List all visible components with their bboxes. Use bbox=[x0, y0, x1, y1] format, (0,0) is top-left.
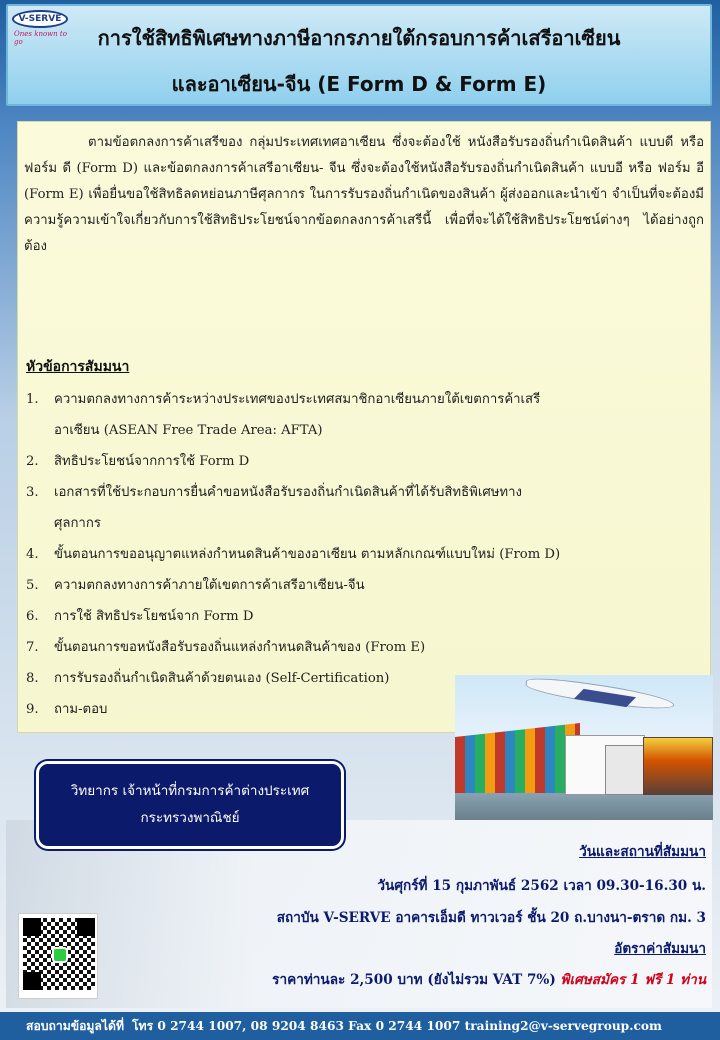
fee-price: ราคาท่านละ 2,500 บาท (ยังไม่รวม VAT 7%) bbox=[272, 972, 556, 988]
logistics-photo bbox=[455, 675, 713, 820]
topic-item bbox=[26, 601, 676, 632]
event-venue: สถาบัน V-SERVE อาคารเอ็มดี ทาวเวอร์ ชั้น 20 ถ.บางนา-ตราด กม. 3 bbox=[276, 910, 706, 926]
fee-heading: อัตราค่าสัมมนา bbox=[614, 941, 706, 957]
truck-cab-image bbox=[605, 745, 645, 795]
topic-number: 1. bbox=[26, 392, 39, 407]
topic-item bbox=[26, 539, 676, 570]
topics-list bbox=[26, 384, 676, 725]
contact-details[interactable]: โทร 0 2744 1007, 08 9204 8463 Fax 0 2744 1007 training2@v-servegroup.com bbox=[131, 1018, 662, 1033]
topic-text: ขั้นตอนการขออนุญาตแหล่งกำหนดสินค้าของอาเซียน ตามหลักเกณฑ์แบบใหม่ (From D) bbox=[54, 547, 561, 562]
line-app-icon bbox=[52, 947, 68, 963]
topic-text: ความตกลงทางการค้าระหว่างประเทศของประเทศสมาชิกอาเซียนภายใต้เขตการค้าเสรี bbox=[54, 392, 541, 407]
topic-number: 7. bbox=[26, 640, 39, 655]
topic-text-line2: ศุลกากร bbox=[54, 516, 101, 531]
content-panel bbox=[17, 121, 711, 733]
speaker-line1: วิทยากร เจ้าหน้าที่กรมการค้าต่างประเทศ bbox=[70, 783, 310, 799]
topic-number: 4. bbox=[26, 547, 39, 562]
speaker-line2: กระทรวงพาณิชย์ bbox=[140, 810, 240, 826]
event-date: วันศุกร์ที่ 15 กุมภาพันธ์ 2562 เวลา 09.30-16.30 น. bbox=[377, 878, 706, 894]
topic-text: การใช้ สิทธิประโยชน์จาก Form D bbox=[54, 609, 254, 624]
topic-item bbox=[26, 446, 676, 477]
train-image bbox=[643, 737, 713, 795]
topic-number: 3. bbox=[26, 485, 39, 500]
contact-footer bbox=[0, 1012, 720, 1040]
topic-text: การรับรองถิ่นกำเนิดสินค้าด้วยตนเอง (Self-Certification) bbox=[54, 671, 390, 686]
container-ship-image bbox=[455, 723, 580, 793]
topic-text-line2: อาเซียน (ASEAN Free Trade Area: AFTA) bbox=[54, 423, 323, 438]
page-title-line2: และอาเซียน-จีน (E Form D & Form E) bbox=[171, 72, 547, 96]
topic-text: สิทธิประโยชน์จากการใช้ Form D bbox=[54, 454, 250, 469]
fee-line bbox=[272, 968, 706, 990]
topic-text: ถาม-ตอบ bbox=[54, 702, 108, 717]
promo-text: พิเศษสมัคร 1 ฟรี 1 ท่าน bbox=[560, 972, 706, 988]
topic-number: 2. bbox=[26, 454, 39, 469]
topic-text: ความตกลงทางการค้าภายใต้เขตการค้าเสรีอาเซียน-จีน bbox=[54, 578, 365, 593]
date-venue-heading: วันและสถานที่สัมมนา bbox=[579, 844, 706, 860]
topic-text: เอกสารที่ใช้ประกอบการยื่นคำขอหนังสือรับรองถิ่นกำเนิดสินค้าที่ได้รับสิทธิพิเศษทาง bbox=[54, 485, 522, 500]
topic-item bbox=[26, 477, 676, 539]
qr-code[interactable] bbox=[18, 913, 98, 999]
topics-heading: หัวข้อการสัมมนา bbox=[26, 359, 130, 375]
logo-tagline: Ones known to go bbox=[14, 30, 67, 46]
speaker-box bbox=[36, 761, 344, 849]
topic-number: 9. bbox=[26, 702, 39, 717]
contact-label: สอบถามข้อมูลได้ที่ bbox=[26, 1018, 124, 1033]
topic-number: 6. bbox=[26, 609, 39, 624]
topic-text: ขั้นตอนการขอหนังสือรับรองถิ่นแหล่งกำหนดสินค้าของ (From E) bbox=[54, 640, 426, 655]
header-banner bbox=[6, 4, 712, 106]
logo-badge: V-SERVE bbox=[12, 10, 68, 28]
topic-item bbox=[26, 384, 676, 446]
topic-item bbox=[26, 570, 676, 601]
intro-paragraph: ตามข้อตกลงการค้าเสรีของ กลุ่มประเทศเทศอาเซียน ซึ่งจะต้องใช้ หนังสือรับรองถิ่นกำเนิดสินค้า แบบดี หรือ ฟอร์ม ดี (Form D) และข้อตกลงการค้าเสรีอาเซียน- จีน ซึ่งจะต้องใช้หนังสือรับรองถิ่นกำเนิดสินค้า แบบอี หรือ ฟอร์ม อี (Form E) เพื่อยื่นขอใช้สิทธิลดหย่อนภาษีศุลกากร ในการรับรองถิ่นกำเนิดของสินค้า ผู้ส่งออกและนำเข้า จำเป็นที่จะต้องมีความรู้ความเข้าใจเกี่ยวกับการใช้สิทธิประโยชน์จากข้อตกลงการค้าเสรีนี้ เพื่อที่จะได้ใช้สิทธิประโยชน์ต่างๆ ได้อย่างถูกต้อง bbox=[24, 135, 704, 254]
topic-number: 8. bbox=[26, 671, 39, 686]
topic-item bbox=[26, 632, 676, 663]
topic-number: 5. bbox=[26, 578, 39, 593]
page-title-line1: การใช้สิทธิพิเศษทางภาษีอากรภายใต้กรอบการค้าเสรีอาเซียน bbox=[97, 26, 621, 50]
